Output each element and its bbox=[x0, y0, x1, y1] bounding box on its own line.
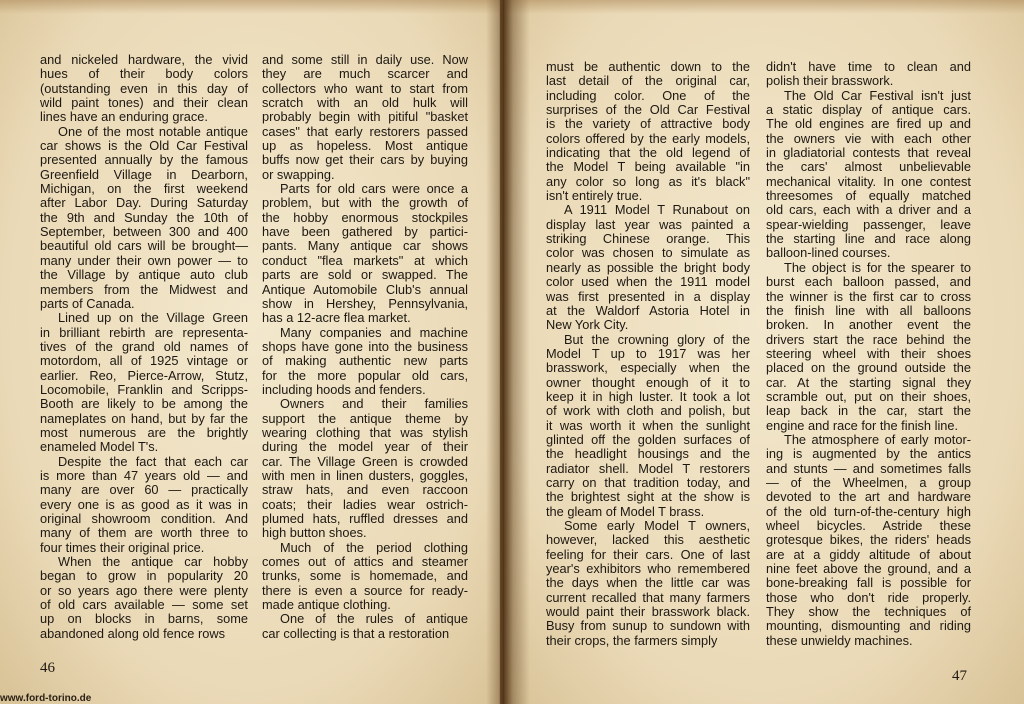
text-line: parts are sold or swapped. The bbox=[262, 267, 468, 283]
text-line: Some early Model T owners, bbox=[564, 518, 750, 533]
text-line: those who don't ride properly. bbox=[766, 589, 971, 605]
text-line: the brightest sight at the show is bbox=[546, 489, 750, 505]
text-line: striking Chinese orange. This bbox=[546, 231, 750, 247]
text-line: trunks, some is homemade, and bbox=[262, 568, 468, 584]
watermark: www.ford-torino.de bbox=[0, 693, 92, 704]
text-line: there is even a source for ready- bbox=[262, 582, 468, 598]
text-line: the 9th and Sunday the 10th of bbox=[40, 209, 248, 225]
text-line: including color. One of the bbox=[546, 87, 750, 103]
text-line: Booth are likely to be among the bbox=[40, 396, 248, 412]
text-line: made antique clothing. bbox=[262, 597, 391, 613]
text-line: pants. Many antique car shows bbox=[262, 238, 468, 254]
text-line: One of the most notable antique bbox=[58, 123, 248, 139]
text-line: Much of the period clothing bbox=[280, 539, 468, 555]
text-line: radiator shell. Model T restorers bbox=[546, 460, 750, 476]
text-line: brasswork, especially when the bbox=[546, 360, 750, 376]
text-line: every one is as good as it was in bbox=[40, 496, 248, 512]
text-line: any color so long as it's black" bbox=[546, 173, 750, 189]
text-line: motordom, all of 1925 vintage or bbox=[40, 353, 248, 369]
text-line: began to grow in popularity 20 bbox=[40, 568, 248, 584]
text-line: car shows is the Old Car Festival bbox=[40, 138, 248, 154]
text-line: the starting line and race along bbox=[766, 231, 971, 247]
text-line: or so years ago there were plenty bbox=[40, 582, 248, 598]
text-line: color used when the 1911 model bbox=[546, 274, 750, 290]
text-line: Antique Automobile Club's annual bbox=[262, 281, 468, 297]
text-line: the hobby enormous stockpiles bbox=[262, 209, 468, 225]
text-line: was first presented in a display bbox=[546, 288, 750, 304]
text-line: tives of the grand old names of bbox=[40, 338, 248, 354]
text-line: the Village by antique auto club bbox=[40, 267, 248, 283]
text-line: original showroom condition. And bbox=[40, 511, 248, 526]
text-line: must be authentic down to the bbox=[546, 59, 750, 74]
text-line: show in Hershey, Pennsylvania, bbox=[262, 295, 468, 311]
text-line: carry on that tradition today, and bbox=[546, 474, 750, 490]
text-line: owner thought enough of it to bbox=[546, 374, 750, 390]
text-line: current recalled that many farmers bbox=[546, 589, 750, 605]
text-line: during the model year of their bbox=[262, 439, 468, 455]
left-page-column-1 bbox=[40, 53, 248, 641]
text-line: mounting, dismounting and riding bbox=[766, 618, 971, 634]
text-line: and stunts — and sometimes falls bbox=[766, 460, 971, 476]
text-line: many are over 60 — practically bbox=[40, 482, 248, 498]
text-line: last detail of the original car, bbox=[546, 73, 750, 89]
text-line: the gleam of Model T brass. bbox=[546, 503, 705, 519]
text-line: New York City. bbox=[546, 317, 629, 333]
gutter-shadow bbox=[486, 0, 504, 704]
text-line: it was worth it when the sunlight bbox=[546, 417, 750, 433]
text-line: bone-breaking fall is possible for bbox=[766, 575, 971, 591]
gutter-shadow bbox=[504, 0, 530, 704]
text-line: coats; their ladies wear ostrich- bbox=[262, 496, 468, 512]
text-line: is the variety of attractive body bbox=[546, 116, 750, 132]
text-line: are at a giddy altitude of about bbox=[766, 546, 971, 562]
text-line: cases" that early restorers passed bbox=[262, 123, 468, 139]
text-line: broken. In another event the bbox=[766, 317, 971, 333]
text-line: nameplates on hand, but by far the bbox=[40, 410, 248, 426]
text-line: up on blocks in barns, some bbox=[40, 611, 248, 627]
text-line: threesomes of equally matched bbox=[766, 188, 971, 204]
text-line: But the crowning glory of the bbox=[564, 331, 750, 347]
text-line: including hoods and fenders. bbox=[262, 381, 426, 397]
text-line: A 1911 Model T Runabout on bbox=[564, 202, 750, 218]
text-line: steering wheel with their shoes bbox=[766, 345, 971, 361]
text-line: Model T up to 1917 was her bbox=[546, 345, 750, 361]
right-page-column-1 bbox=[546, 60, 750, 648]
text-line: the finish line with all balloons bbox=[766, 302, 971, 318]
text-line: indicating that the old legend of bbox=[546, 145, 750, 161]
text-line: and nickeled hardware, the vivid bbox=[40, 52, 248, 67]
text-line: shops have gone into the business bbox=[262, 338, 468, 354]
text-line: with men in linen dusters, goggles, bbox=[262, 467, 468, 483]
text-line: the owners vie with each other bbox=[766, 130, 971, 146]
text-line: presented annually by the famous bbox=[40, 152, 248, 168]
text-line: probably begin with pitiful "basket bbox=[262, 109, 468, 125]
text-line: Locomobile, Franklin and Scripps- bbox=[40, 381, 248, 397]
text-line: is more than 47 years old — and bbox=[40, 467, 248, 483]
text-line: wearing clothing that was stylish bbox=[262, 424, 468, 440]
text-line: devoted to the art and hardware bbox=[766, 489, 971, 505]
text-line: they are much scarcer and bbox=[262, 66, 468, 82]
text-line: engine and race for the finish line. bbox=[766, 417, 959, 433]
text-line: Despite the fact that each car bbox=[58, 453, 248, 469]
text-line: grotesque bikes, the riders' heads bbox=[766, 532, 971, 548]
text-line: leap back in the car, start the bbox=[766, 403, 971, 419]
text-line: Many companies and machine bbox=[280, 324, 468, 340]
left-page bbox=[0, 0, 500, 704]
text-line: car collecting is that a restoration bbox=[262, 625, 450, 641]
text-line: their crops, the farmers simply bbox=[546, 632, 718, 648]
text-line: buffs now get their cars by buying bbox=[262, 152, 468, 168]
text-line: problem, but with the growth of bbox=[262, 195, 468, 211]
text-line: the headlight housings and the bbox=[546, 446, 750, 462]
text-line: The old engines are fired up and bbox=[766, 116, 971, 132]
text-line: wheel bicycles. Astride these bbox=[766, 518, 971, 533]
text-line: in gladiatorial contests that reveal bbox=[766, 145, 971, 161]
text-line: September, between 300 and 400 bbox=[40, 224, 248, 240]
text-line: nine feet above the ground, and a bbox=[766, 561, 971, 577]
text-line: didn't have time to clean and bbox=[766, 59, 971, 74]
text-line: plumed hats, ruffled dresses and bbox=[262, 511, 468, 526]
text-line: isn't entirely true. bbox=[546, 188, 643, 204]
left-page-column-2 bbox=[262, 53, 468, 641]
text-line: scramble out, put on their shoes, bbox=[766, 388, 971, 404]
text-line: display last year was painted a bbox=[546, 216, 750, 232]
text-line: car. The Village Green is crowded bbox=[262, 453, 468, 469]
text-line: Parts for old cars were once a bbox=[280, 181, 468, 197]
text-line: for the more popular old cars, bbox=[262, 367, 468, 383]
text-line: have been gathered by partici- bbox=[262, 224, 468, 240]
page-number: 46 bbox=[40, 660, 55, 676]
text-line: however, lacked this aesthetic bbox=[546, 532, 750, 548]
text-line: collectors who want to start from bbox=[262, 80, 468, 96]
text-line: One of the rules of antique bbox=[280, 611, 468, 627]
text-line: parts of Canada. bbox=[40, 295, 135, 311]
text-line: the days when the little car was bbox=[546, 575, 750, 591]
text-line: in brilliant rebirth are representa- bbox=[40, 324, 248, 340]
text-line: many under their own power — to bbox=[40, 252, 248, 268]
text-line: glinted off the golden surfaces of bbox=[546, 431, 750, 447]
text-line: burst each balloon passed, and bbox=[766, 274, 971, 290]
text-line: (outstanding even in this day of bbox=[40, 80, 248, 96]
text-line: earlier. Reo, Pierce-Arrow, Stutz, bbox=[40, 367, 248, 383]
text-line: at the Waldorf Astoria Hotel in bbox=[546, 302, 750, 318]
text-line: feeling for their cars. One of last bbox=[546, 546, 750, 562]
text-line: abandoned along old fence rows bbox=[40, 625, 225, 641]
text-line: wild paint tones) and their clean bbox=[40, 95, 248, 111]
text-line: year's exhibitors who remembered bbox=[546, 561, 750, 577]
text-line: When the antique car hobby bbox=[58, 554, 248, 570]
page-number: 47 bbox=[952, 668, 967, 684]
right-page-column-2 bbox=[766, 60, 971, 648]
text-line: surprises of the Old Car Festival bbox=[546, 102, 750, 118]
text-line: balloon-lined courses. bbox=[766, 245, 891, 261]
right-page bbox=[504, 0, 1024, 704]
text-line: up as hopeless. Most antique bbox=[262, 138, 468, 154]
text-line: color was chosen to simulate as bbox=[546, 245, 750, 261]
text-line: enameled Model T's. bbox=[40, 439, 159, 455]
text-line: members from the Midwest and bbox=[40, 281, 248, 297]
text-line: the Model T being available "in bbox=[546, 159, 750, 175]
text-line: Owners and their families bbox=[280, 396, 468, 412]
text-line: conduct "flea markets" at which bbox=[262, 252, 468, 268]
text-line: Lined up on the Village Green bbox=[58, 310, 248, 326]
text-line: polish their brasswork. bbox=[766, 73, 894, 89]
text-line: nearly as possible the bright body bbox=[546, 259, 750, 275]
text-line: would paint their brasswork black. bbox=[546, 604, 750, 620]
text-line: keep it in high luster. It took a lot bbox=[546, 388, 750, 404]
text-line: or swapping. bbox=[262, 166, 335, 182]
text-line: of work with cloth and polish, but bbox=[546, 403, 750, 419]
text-line: spear-wielding passenger, leave bbox=[766, 216, 971, 232]
text-line: old cars, each with a driver and a bbox=[766, 202, 971, 218]
text-line: high button shoes. bbox=[262, 525, 367, 541]
text-line: of making authentic new parts bbox=[262, 353, 468, 369]
text-line: The atmosphere of early motor- bbox=[784, 431, 971, 447]
text-line: ing is augmented by the antics bbox=[766, 446, 971, 462]
text-line: many of them are worth three to bbox=[40, 525, 248, 541]
text-line: lines have an enduring grace. bbox=[40, 109, 208, 125]
page-edge-shadow bbox=[504, 0, 1024, 14]
text-line: The Old Car Festival isn't just bbox=[784, 87, 971, 103]
text-line: of the old turn-of-the-century high bbox=[766, 503, 971, 519]
text-line: colors offered by the early models, bbox=[546, 130, 750, 146]
page-edge-shadow bbox=[0, 0, 500, 14]
text-line: support the antique theme by bbox=[262, 410, 468, 426]
text-line: the cars' almost unbelievable bbox=[766, 159, 971, 175]
text-line: the winner is the first car to cross bbox=[766, 288, 971, 304]
text-line: They show the techniques of bbox=[766, 604, 971, 620]
text-line: these unwieldy machines. bbox=[766, 632, 913, 648]
text-line: scratch with an old hulk will bbox=[262, 95, 468, 111]
text-line: drivers start the race behind the bbox=[766, 331, 971, 347]
text-line: most numerous are the brightly bbox=[40, 424, 248, 440]
text-line: placed on the ground outside the bbox=[766, 360, 971, 376]
text-line: straw hats, and even raccoon bbox=[262, 482, 468, 498]
text-line: car. At the starting signal they bbox=[766, 374, 971, 390]
text-line: of old cars available — some set bbox=[40, 597, 248, 613]
text-line: and some still in daily use. Now bbox=[262, 52, 468, 67]
text-line: hues of their body colors bbox=[40, 66, 248, 82]
text-line: four times their original price. bbox=[40, 539, 205, 555]
text-line: a static display of antique cars. bbox=[766, 102, 971, 118]
text-line: Busy from sunup to sundown with bbox=[546, 618, 750, 634]
text-line: — of the Wheelmen, a group bbox=[766, 474, 971, 490]
text-line: after Labor Day. During Saturday bbox=[40, 195, 248, 211]
text-line: comes out of attics and steamer bbox=[262, 554, 468, 570]
text-line: The object is for the spearer to bbox=[784, 259, 971, 275]
text-line: Greenfield Village in Dearborn, bbox=[40, 166, 248, 182]
text-line: Michigan, on the first weekend bbox=[40, 181, 248, 197]
text-line: has a 12-acre flea market. bbox=[262, 310, 411, 326]
text-line: beautiful old cars will be brought— bbox=[40, 238, 248, 254]
text-line: mechanical vitality. In one contest bbox=[766, 173, 971, 189]
